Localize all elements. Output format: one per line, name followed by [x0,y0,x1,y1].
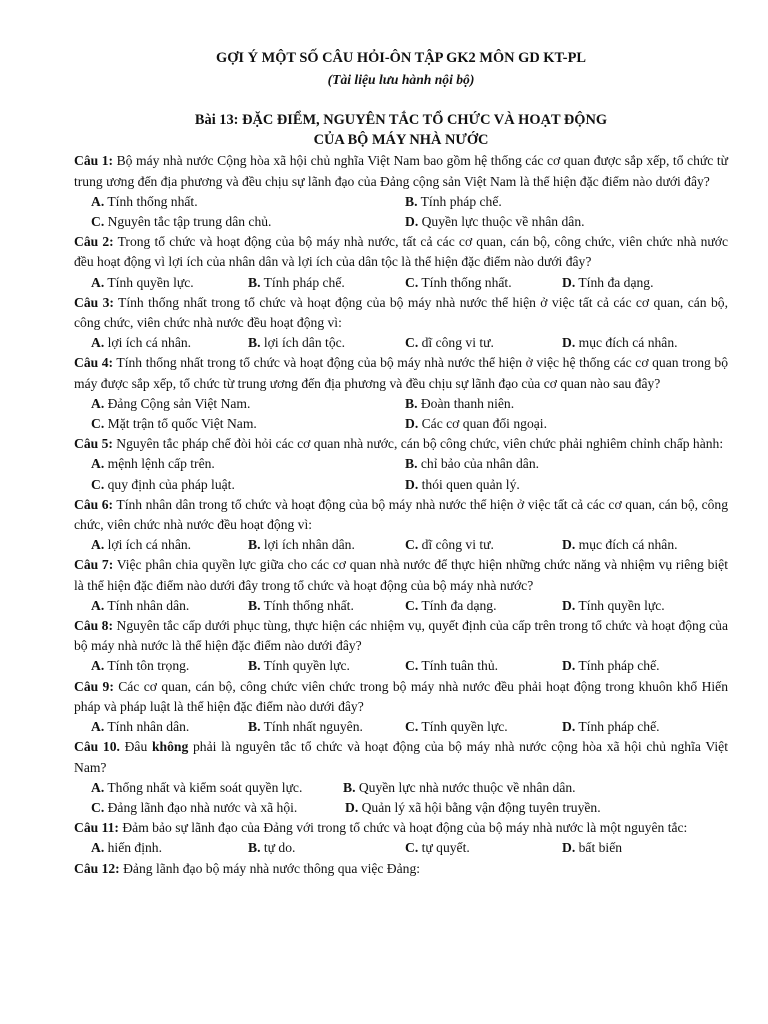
option-text: Tính tôn trọng. [104,658,190,674]
option-letter: B. [248,840,261,856]
answer-options [74,454,728,494]
option-letter: B. [248,274,261,290]
answer-option [248,717,405,737]
question-stem [74,737,728,777]
option-text: Đoàn thanh niên. [417,395,515,411]
answer-option [562,333,719,353]
question-text-start: Đâu [119,739,152,755]
question-text: Đảng lãnh đạo bộ máy nhà nước thông qua việc Đảng: [119,860,421,876]
answer-option [345,798,659,818]
option-letter: A. [91,395,105,411]
question-number: Câu 9: [74,678,114,694]
option-text: Tính nhân dân. [104,597,190,613]
question-number: Câu 8: [74,618,114,634]
answer-option [405,596,562,616]
answer-option [248,273,405,293]
question-stem [74,616,728,656]
option-letter: B. [343,779,356,795]
question-item [74,555,728,616]
option-letter: C. [91,799,105,815]
option-letter: B. [248,597,261,613]
question-text [74,739,728,774]
option-letter: A. [91,779,105,795]
answer-option [562,596,719,616]
answer-options [74,273,728,293]
question-number: Câu 12: [74,860,120,876]
option-text: quy định của pháp luật. [104,476,235,492]
option-letter: A. [91,658,105,674]
answer-option [248,596,405,616]
answer-option [405,414,719,434]
answer-option [91,656,248,676]
answer-option [405,656,562,676]
option-letter: B. [248,719,261,735]
question-text: Đảm bảo sự lãnh đạo của Đảng với trong tổ chức và hoạt động của bộ máy nhà nước là một nguyên tắc: [118,820,688,836]
lesson-heading-line-2: CỦA BỘ MÁY NHÀ NƯỚC [313,132,489,149]
answer-option [91,454,405,474]
option-letter: C. [91,476,105,492]
option-letter: D. [562,537,576,553]
lesson-heading [74,110,728,150]
question-number: Câu 5: [74,436,113,452]
option-text: lợi ích nhân dân. [260,537,355,553]
document-title: GỢI Ý MỘT SỐ CÂU HỎI-ÔN TẬP GK2 MÔN GD KT-PL [216,50,586,66]
question-item [74,677,728,738]
answer-option [405,454,719,474]
option-text: Tính quyền lực. [104,274,194,290]
question-number: Câu 7: [74,557,114,573]
question-text: Các cơ quan, cán bộ, công chức viên chức trong bộ máy nhà nước đều phải hoạt động trong khuôn khổ Hiến pháp và pháp luật là thể hiện đặc điểm nào dưới đây? [74,678,728,714]
question-text: Tính nhân dân trong tổ chức và hoạt động của bộ máy nhà nước thể hiện ở việc tất cả các cơ quan, cán bộ, công chức, viên chức nhà nước đều hoạt động vì: [74,496,728,533]
question-item [74,232,728,293]
option-text: tự do. [260,840,296,856]
option-text: chỉ bảo của nhân dân. [417,456,540,472]
answer-option [91,778,343,798]
option-letter: A. [91,193,105,209]
question-text: Nguyên tắc cấp dưới phục tùng, thực hiện các nhiệm vụ, quyết định của cấp trên trong tổ chức và hoạt động của bộ máy nhà nước là thể hiện đặc điểm nào dưới đây? [74,618,728,654]
option-text: Tính pháp chế. [417,193,502,209]
option-text: Tính pháp chế. [575,658,660,674]
option-letter: B. [405,395,418,411]
answer-option [562,838,719,858]
option-text: tự quyết. [418,840,470,856]
option-letter: A. [91,537,105,553]
question-number: Câu 3: [74,294,114,310]
answer-option [562,717,719,737]
answer-option [343,778,657,798]
option-text: Tính đa dạng. [575,274,654,290]
answer-option [248,333,405,353]
question-item [74,737,728,818]
option-text: bất biến [575,840,623,856]
question-item [74,151,728,232]
question-text-end: phải là nguyên tắc tổ chức và hoạt động của bộ máy nhà nước cộng hòa xã hội chủ nghĩa Việt Nam? [74,739,728,775]
option-text: Đảng Cộng sản Việt Nam. [104,395,251,411]
option-text: thói quen quản lý. [418,476,520,492]
option-text: Thống nhất và kiểm soát quyền lực. [104,779,303,795]
option-letter: D. [562,274,576,290]
answer-option [91,475,405,495]
answer-options [74,535,728,555]
question-text: Trong tổ chức và hoạt động của bộ máy nhà nước, tất cả các cơ quan, cán bộ, công chức, viên chức nhà nước đều hoạt động vì lợi ích của nhân dân và lợi ích của dân tộc là thể hiện đặc điểm nào dưới đây? [74,234,728,270]
option-text: Mặt trận tổ quốc Việt Nam. [104,416,257,432]
option-letter: D. [405,214,419,230]
answer-option [248,656,405,676]
option-text: Tính pháp chế. [260,274,345,290]
option-text: Các cơ quan đối ngoại. [418,416,547,432]
question-stem [74,293,728,333]
question-number: Câu 1: [74,153,114,169]
option-letter: A. [91,274,105,290]
option-text: mục đích cá nhân. [575,537,678,553]
lesson-heading-line-1: Bài 13: ĐẶC ĐIỂM, NGUYÊN TẮC TỔ CHỨC VÀ HOẠT ĐỘNG [194,112,608,129]
option-text: mục đích cá nhân. [575,335,678,351]
question-number: Câu 4: [74,355,114,371]
option-letter: C. [405,537,419,553]
option-letter: A. [91,719,105,735]
question-item [74,859,728,879]
option-letter: C. [405,274,419,290]
option-letter: C. [405,335,419,351]
answer-option [91,273,248,293]
question-item [74,495,728,556]
option-text: Quản lý xã hội bằng vận động tuyên truyền. [358,799,601,815]
answer-option [91,798,345,818]
question-stem [74,495,728,535]
option-letter: A. [91,840,105,856]
question-number: Câu 6: [74,496,114,512]
option-text: Tính đa dạng. [418,597,497,613]
answer-option [91,414,405,434]
option-text: lợi ích cá nhân. [104,537,192,553]
option-text: Nguyên tắc tập trung dân chủ. [104,214,272,230]
question-stem [74,859,728,879]
answer-option [405,717,562,737]
question-stem [74,151,728,191]
question-stem [74,353,728,393]
option-letter: C. [405,719,419,735]
option-letter: A. [91,597,105,613]
option-text: Tính quyền lực. [260,658,350,674]
option-letter: D. [562,719,576,735]
option-text: Tính pháp chế. [575,719,660,735]
option-text: lợi ích dân tộc. [260,335,346,351]
answer-option [248,535,405,555]
answer-option [91,717,248,737]
question-stem [74,434,728,454]
question-text-emphasis: không [151,739,189,755]
answer-options [74,394,728,434]
answer-option [91,838,248,858]
answer-options [74,656,728,676]
question-item [74,616,728,677]
answer-option [405,212,719,232]
option-letter: C. [91,214,105,230]
question-stem [74,232,728,272]
answer-option [91,333,248,353]
answer-options [74,838,728,858]
option-text: Tính thống nhất. [104,193,198,209]
option-letter: D. [562,840,576,856]
answer-options [74,778,728,818]
document-subtitle: (Tài liệu lưu hành nội bộ) [327,72,475,88]
option-letter: C. [405,840,419,856]
option-letter: B. [248,658,261,674]
option-letter: D. [562,597,576,613]
option-letter: C. [405,597,419,613]
option-text: dĩ công vi tư. [418,537,494,553]
option-letter: C. [405,658,419,674]
option-letter: D. [345,799,359,815]
option-letter: B. [248,335,261,351]
answer-option [91,192,405,212]
answer-option [405,333,562,353]
answer-option [91,394,405,414]
answer-option [562,273,719,293]
option-letter: D. [562,658,576,674]
answer-option [562,535,719,555]
option-text: Quyền lực thuộc về nhân dân. [418,214,585,230]
question-number: Câu 10. [74,739,120,755]
option-text: Tính thống nhất. [418,274,512,290]
option-text: lợi ích cá nhân. [104,335,192,351]
option-text: Tính nhất nguyên. [260,719,363,735]
option-text: Quyền lực nhà nước thuộc về nhân dân. [355,779,576,795]
option-letter: D. [562,335,576,351]
option-text: Tính tuân thủ. [418,658,499,674]
question-item [74,353,728,434]
option-letter: B. [405,456,418,472]
option-text: mệnh lệnh cấp trên. [104,456,215,472]
answer-option [405,475,719,495]
question-stem [74,818,728,838]
option-letter: C. [91,416,105,432]
answer-option [405,192,719,212]
answer-option [91,535,248,555]
option-text: hiến định. [104,840,162,856]
option-text: Tính quyền lực. [418,719,508,735]
answer-option [405,838,562,858]
question-list [74,151,728,878]
answer-option [562,656,719,676]
answer-option [91,596,248,616]
answer-option [91,212,405,232]
answer-options [74,333,728,353]
option-letter: A. [91,335,105,351]
option-text: Đảng lãnh đạo nhà nước và xã hội. [104,799,298,815]
question-stem [74,555,728,595]
option-letter: A. [91,456,105,472]
option-text: Tính thống nhất. [260,597,354,613]
option-letter: B. [248,537,261,553]
question-item [74,818,728,858]
option-letter: D. [405,416,419,432]
option-text: Tính nhân dân. [104,719,190,735]
question-item [74,434,728,495]
option-letter: B. [405,193,418,209]
question-number: Câu 2: [74,234,114,250]
question-stem [74,677,728,717]
option-letter: D. [405,476,419,492]
answer-option [405,394,719,414]
option-text: Tính quyền lực. [575,597,665,613]
question-text: Nguyên tắc pháp chế đòi hỏi các cơ quan nhà nước, cán bộ công chức, viên chức phải nghiêm chỉnh chấp hành: [112,436,724,452]
answer-option [405,535,562,555]
question-text: Tính thống nhất trong tổ chức và hoạt động của bộ máy nhà nước thể hiện ở việc tất cả các cơ quan, cán bộ, công chức, viên chức nhà nước đều hoạt động vì: [74,294,728,331]
question-item [74,293,728,354]
question-text: Việc phân chia quyền lực giữa cho các cơ quan nhà nước để thực hiện những chức năng và nhiệm vụ riêng biệt là thể hiện đặc điểm nào dưới đây trong tổ chức và hoạt động của bộ máy nhà nước? [74,557,728,593]
question-text: Bộ máy nhà nước Cộng hòa xã hội chủ nghĩa Việt Nam bao gồm hệ thống các cơ quan được sắp xếp, tổ chức từ trung ương đến địa phương và đều chịu sự lãnh đạo của Đảng cộng sản Việt Nam là thể hiện đặc điểm nào dưới đây? [74,153,728,189]
option-text: dĩ công vi tư. [418,335,494,351]
question-text: Tính thống nhất trong tổ chức và hoạt động của bộ máy nhà nước thể hiện ở việc hệ thống các cơ quan trong bộ máy được sắp xếp, tổ chức từ trung ương đến địa phương và đều chịu sự lãnh đạo của cơ quan nào sau đây? [74,355,728,391]
answer-options [74,717,728,737]
answer-options [74,596,728,616]
answer-option [248,838,405,858]
answer-option [405,273,562,293]
question-number: Câu 11: [74,820,119,836]
answer-options [74,192,728,232]
